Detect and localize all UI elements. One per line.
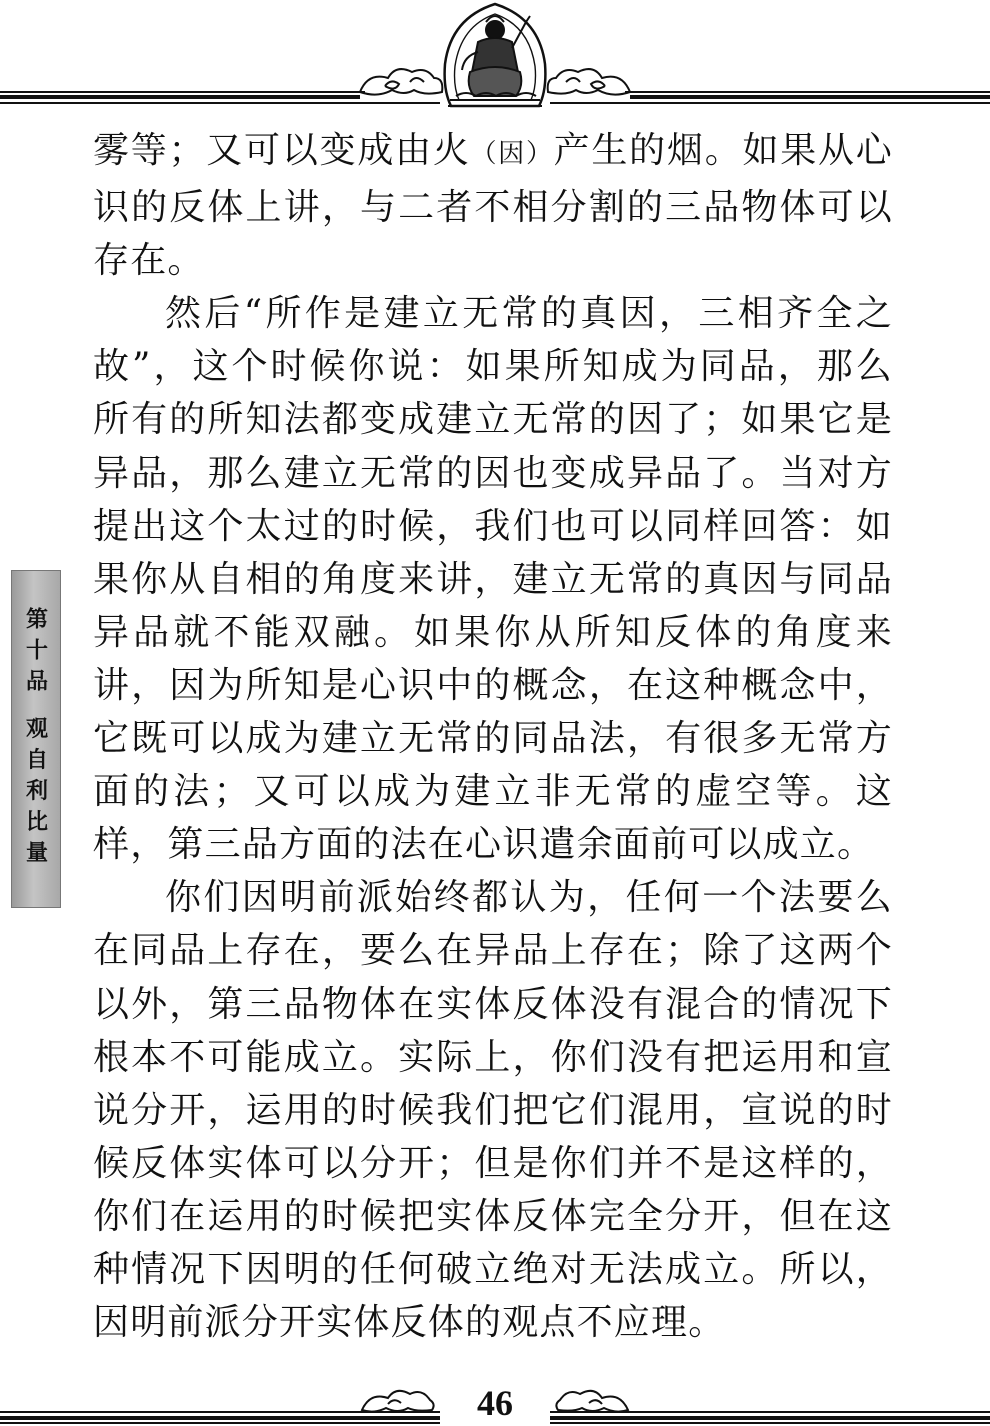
paragraph-1-small-cause: （因） (470, 139, 554, 169)
deity-figure-icon (445, 4, 546, 106)
footer-rule-right (550, 1412, 990, 1423)
chapter-title: 第十品 观自利比量 (22, 606, 49, 872)
page-body (93, 124, 893, 1349)
header-ornament (0, 0, 990, 115)
page-number: 46 (477, 1383, 513, 1423)
footer-rule-left (0, 1412, 440, 1423)
paragraph-1-text-a: 雾等；又可以变成由火 (93, 130, 471, 171)
paragraph-1 (93, 124, 893, 287)
paragraph-3: 你们因明前派始终都认为，任何一个法要么在同品上存在，要么在异品上存在；除了这两个以外，第三品物体在实体反体没有混合的情况下根本不可能成立。实际上，你们没有把运用和宣说分开，运用的时候我们把它们混用，宣说的时候反体实体可以分开；但是你们并不是这样的，你们在运用的时候把实体反体完全分开，但在这种情况下因明的任何破立绝对无法成立。所以，因明前派分开实体反体的观点不应理。 (93, 877, 893, 1344)
chapter-side-tab (11, 570, 61, 908)
paragraph-2: 然后“所作是建立无常的真因，三相齐全之故”，这个时候你说：如果所知成为同品，那么所有的所知法都变成建立无常的因了；如果它是异品，那么建立无常的因也变成异品了。当对方提出这个太过的时候，我们也可以同样回答：如果你从自相的角度来讲，建立无常的真因与同品异品就不能双融。如果你从所知反体的角度来讲，因为所知是心识中的概念，在这种概念中，它既可以成为建立无常的同品法，有很多无常方面的法；又可以成为建立非无常的虚空等。这样，第三品方面的法在心识遣余面前可以成立。 (93, 293, 893, 866)
paragraph-1-text-b: 产生的烟。如果从心识的反体上讲，与二者不相分割的三品物体可以存在。 (93, 130, 893, 282)
